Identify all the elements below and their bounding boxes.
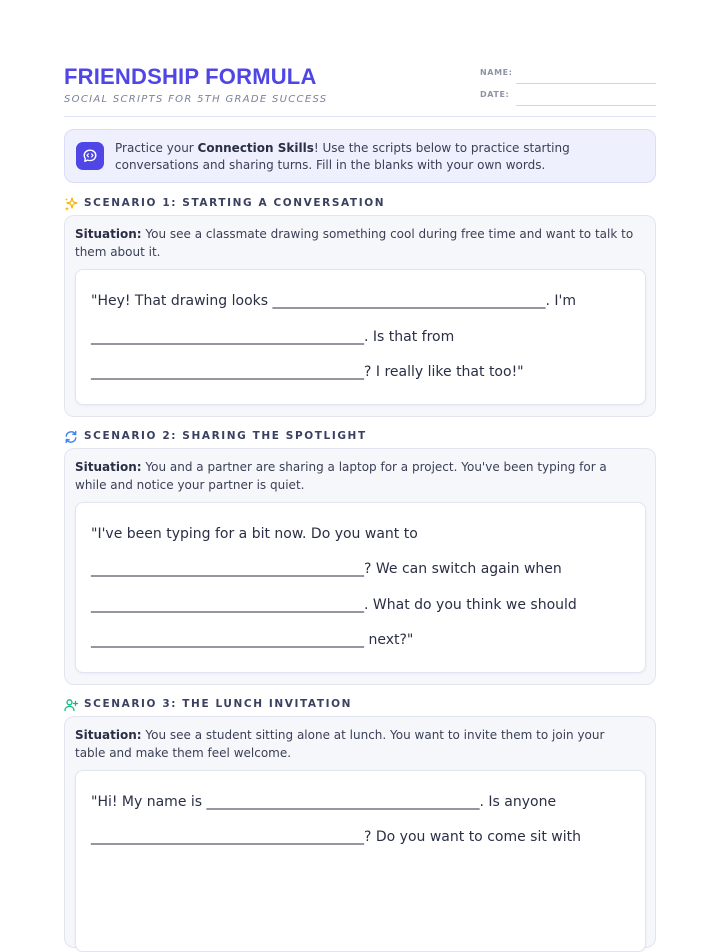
intro-text-bold: Connection Skills bbox=[197, 141, 314, 155]
date-label: DATE: bbox=[480, 90, 510, 99]
script-line[interactable]: _______________________________________. What do you think we should bbox=[91, 597, 577, 613]
situation-label: Situation: bbox=[75, 227, 142, 241]
chat-bubble-icon bbox=[76, 142, 104, 170]
script-line[interactable]: _______________________________________? Do you want to come sit with bbox=[91, 829, 581, 845]
page-title: FRIENDSHIP FORMULA bbox=[64, 64, 317, 89]
scenario-2-script[interactable] bbox=[75, 502, 646, 673]
page-subtitle: SOCIAL SCRIPTS FOR 5TH GRADE SUCCESS bbox=[64, 94, 328, 105]
scenario-2-situation bbox=[75, 458, 635, 494]
situation-label: Situation: bbox=[75, 460, 142, 474]
scenario-3-script[interactable] bbox=[75, 770, 646, 952]
situation-text: You and a partner are sharing a laptop for a project. You've been typing for a while and notice your partner is quiet. bbox=[75, 460, 607, 492]
situation-text: You see a classmate drawing something cool during free time and want to talk to them about it. bbox=[75, 227, 634, 259]
intro-text-after: ! Use the scripts below to practice starting conversations and sharing turns. Fill in the blanks with your own words. bbox=[115, 141, 570, 172]
date-underline[interactable] bbox=[516, 105, 656, 106]
worksheet-header bbox=[64, 62, 656, 117]
scenario-1-script[interactable] bbox=[75, 269, 646, 405]
script-line[interactable]: _______________________________________? We can switch again when bbox=[91, 561, 562, 577]
name-field[interactable] bbox=[480, 68, 656, 82]
script-line[interactable]: _______________________________________? I really like that too!" bbox=[91, 364, 524, 380]
scenario-1-title: SCENARIO 1: STARTING A CONVERSATION bbox=[84, 197, 386, 209]
scenario-2-title: SCENARIO 2: SHARING THE SPOTLIGHT bbox=[84, 430, 367, 442]
date-field[interactable] bbox=[480, 90, 656, 104]
script-line[interactable]: _______________________________________ next?" bbox=[91, 632, 414, 648]
scenario-1-situation bbox=[75, 225, 635, 261]
intro-text bbox=[115, 140, 645, 173]
situation-label: Situation: bbox=[75, 728, 142, 742]
sparkles-icon bbox=[64, 196, 78, 210]
scenario-1-card bbox=[64, 215, 656, 417]
intro-text-before: Practice your bbox=[115, 141, 198, 155]
name-underline[interactable] bbox=[516, 83, 656, 84]
refresh-icon bbox=[64, 429, 78, 443]
name-label: NAME: bbox=[480, 68, 513, 77]
user-plus-icon bbox=[64, 697, 78, 711]
script-line[interactable]: _______________________________________. Is that from bbox=[91, 329, 455, 345]
scenario-2-card bbox=[64, 448, 656, 685]
script-line[interactable]: "Hey! That drawing looks _______________________________________. I'm bbox=[91, 293, 577, 309]
scenario-3-title: SCENARIO 3: THE LUNCH INVITATION bbox=[84, 698, 353, 710]
situation-text: You see a student sitting alone at lunch. You want to invite them to join your table and make them feel welcome. bbox=[75, 728, 605, 760]
script-line[interactable]: "I've been typing for a bit now. Do you want to bbox=[91, 526, 418, 542]
intro-callout bbox=[64, 129, 656, 183]
script-line[interactable]: "Hi! My name is _______________________________________. Is anyone bbox=[91, 794, 557, 810]
scenario-3-card bbox=[64, 716, 656, 948]
worksheet-page bbox=[64, 0, 656, 932]
scenario-3-situation bbox=[75, 726, 635, 762]
